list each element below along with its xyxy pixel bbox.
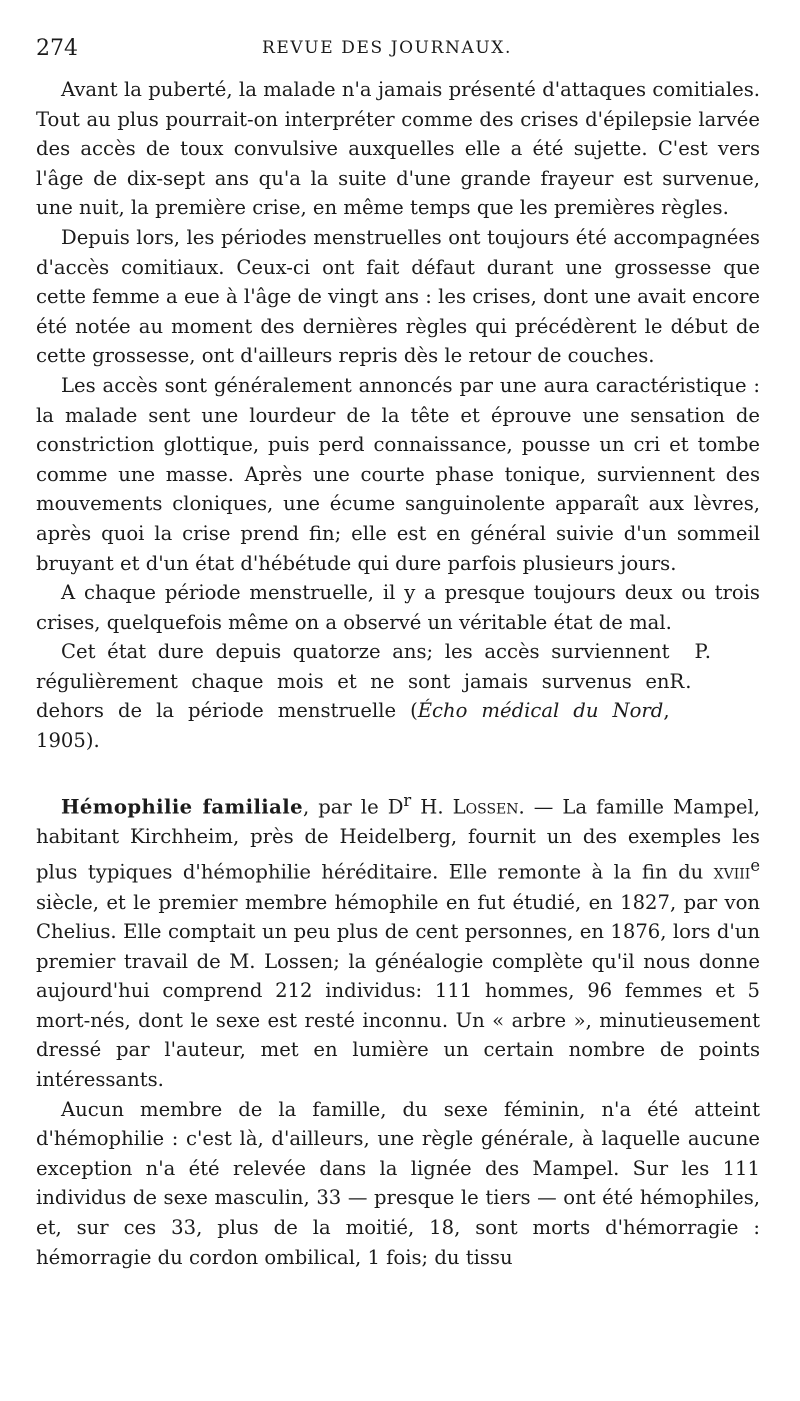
paragraph: A chaque période menstruelle, il y a presque toujours deux ou trois crises, quelquefois même on a observé un véritable état de mal. bbox=[36, 581, 760, 634]
byline: , par le D bbox=[302, 795, 404, 819]
century-numeral: xviii bbox=[713, 860, 751, 884]
page-number: 274 bbox=[36, 36, 78, 61]
paragraph: Depuis lors, les périodes menstruelles ont toujours été accompagnées d'accès comitiaux. Ceux-ci ont fait défaut durant une grossesse que cette femme a eue à l'âge de vingt ans : les crises, dont une avait encore été notée au moment des dernières règles qui précédèrent le début de cette grossesse, ont d'ailleurs repris dès le retour de couches. bbox=[36, 225, 760, 368]
source-year: , 1905). bbox=[36, 699, 670, 753]
century-superscript: e bbox=[750, 856, 760, 876]
paragraph-text: . — La famille Mampel, habitant Kirchheim, près de Heidelberg, fournit un des exemples les plus typiques d'hémophilie héréditaire. Elle remonte à la fin du bbox=[36, 795, 761, 884]
paragraph: Avant la puberté, la malade n'a jamais présenté d'attaques comitiales. Tout au plus pourrait-on interpréter comme des crises d'épilepsie larvée des accès de toux convulsive auxquelles elle a été sujette. C'est vers l'âge de dix-sept ans qu'a la suite d'une grande frayeur est survenue, une nuit, la première crise, en même temps que les premières règles. bbox=[36, 78, 760, 220]
paragraph-body: Cet état dure depuis quatorze ans; les accès surviennent régulièrement chaque mois et ne sont jamais survenus en dehors de la période menstruelle ( bbox=[36, 640, 670, 723]
paragraph-text bbox=[36, 637, 670, 755]
byline-superscript: r bbox=[403, 790, 412, 810]
body-text bbox=[36, 75, 760, 1272]
signature: P. R. bbox=[669, 640, 712, 693]
paragraph-with-signature bbox=[36, 637, 760, 755]
paragraph: Aucun membre de la famille, du sexe féminin, n'a été atteint d'hémophilie : c'est là, d'ailleurs, une règle générale, à laquelle aucune exception n'a été relevée dans la lignée des Mampel. Sur les 111 individus de sexe masculin, 33 — presque le tiers — ont été hémophiles, et, sur ces 33, plus de la moitié, 18, sont morts d'hémorragie : hémorragie du cordon ombilical, 1 fois; du tissu bbox=[36, 1097, 760, 1269]
source-journal: Écho médical du Nord bbox=[417, 699, 664, 723]
article-intro bbox=[36, 786, 760, 1095]
author-name: Lossen bbox=[452, 795, 519, 819]
section-gap bbox=[36, 756, 760, 786]
article-title: Hémophilie familiale bbox=[61, 795, 303, 819]
paragraph: Les accès sont généralement annoncés par une aura caractéristique : la malade sent une lourdeur de la tête et éprouve une sensation de constriction glottique, puis perd connaissance, pousse un cri et tombe comme une masse. Après une courte phase tonique, surviennent des mouvements cloniques, une écume sanguinolente apparaît aux lèvres, après quoi la crise prend fin; elle est en général suivie d'un sommeil bruyant et d'un état d'hébétude qui dure parfois plusieurs jours. bbox=[36, 373, 760, 575]
running-title: REVUE DES JOURNAUX. bbox=[262, 38, 512, 58]
paragraph-text: siècle, et le premier membre hémophile en fut étudié, en 1827, par von Chelius. Elle comptait un peu plus de cent personnes, en 1876, lors d'un premier travail de M. Lossen; la généalogie complète qu'il nous donne aujourd'hui comprend 212 individus: 111 hommes, 96 femmes et 5 mort-nés, dont le sexe est resté inconnu. Un « arbre », minutieusement dressé par l'auteur, met en lumière un certain nombre de points intéressants. bbox=[36, 890, 760, 1092]
author-initial: H. bbox=[411, 795, 453, 819]
page-header bbox=[36, 36, 766, 66]
